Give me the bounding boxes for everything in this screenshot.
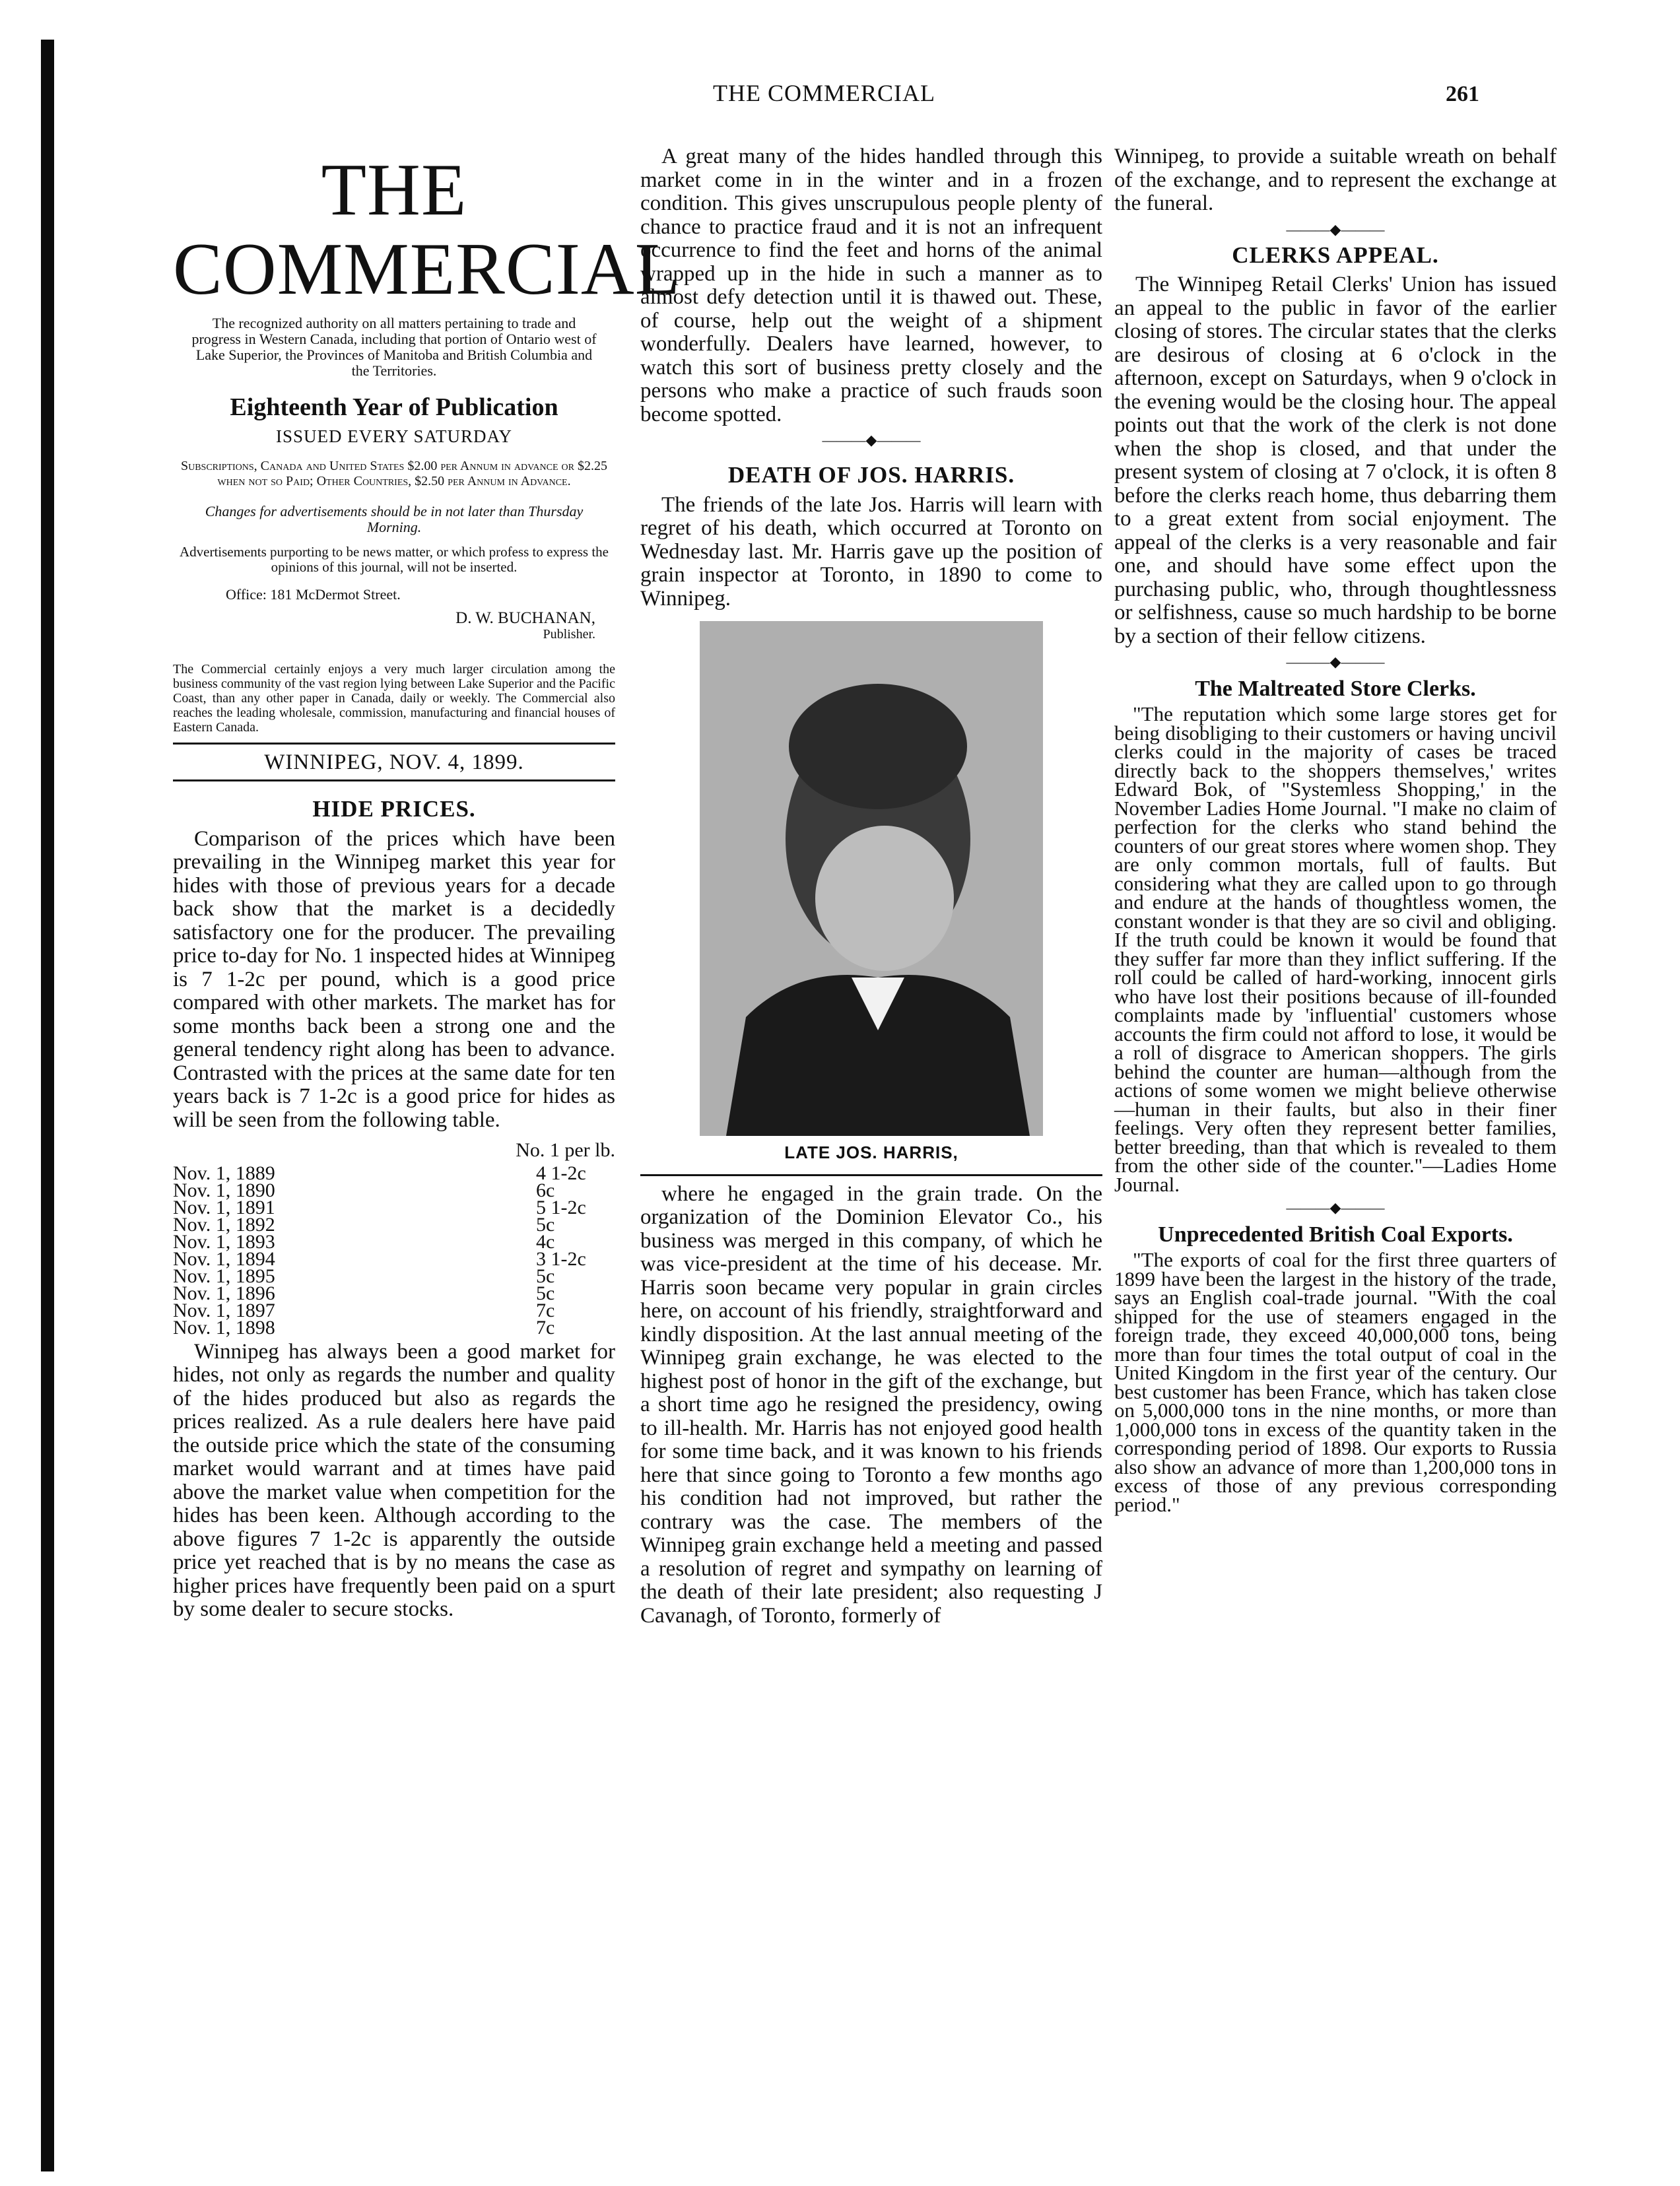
death-paragraph-2: where he engaged in the grain trade. On the organization of the Dominion Elevator Co., his business was merged in this company, of which he was vice-president at the time of his decease. Mr. Harris soon became very popular in grain circles here, on account of his friendly, straightforward and kindly disposition. At the last annual meeting of the Winnipeg grain exchange, he was elected to the highest post of honor in the gift of the exchange, but a short time ago he resigned the presidency, owing to ill-health. Mr. Harris has not enjoyed good health for some time back, and it was known to his friends here that since going to Toronto a few months ago his condition had not improved, but rather the contrary was the case. The members of the Winnipeg grain exchange held a meeting and passed a resolution of regret and sympathy on learning of the death of their late president; also requesting J Cavanagh, of Toronto, formerly of <box>640 1181 1102 1628</box>
price-date: Nov. 1, 1891 <box>173 1196 275 1218</box>
hide-prices-paragraph-3: A great many of the hides handled through this market come in in the winter and in a frozen condition. This gives unscrupulous people plenty of chance to practice fraud and it is not an infrequent occurrence to find the feet and horns of the animal wrapped up in the hide in such a manner as to almost defy detection until it is thawed out. These, of course, help out the weight of a shipment wonderfully. Dealers have learned, however, to watch this sort of business pretty closely and the persons who make a practice of such frauds soon become spotted. <box>640 145 1102 426</box>
section-ornament: ———◆——— <box>822 432 921 448</box>
price-table-row <box>173 1319 615 1337</box>
price-date: Nov. 1, 1894 <box>173 1247 275 1270</box>
running-head: THE COMMERCIAL <box>713 80 935 106</box>
death-heading: DEATH OF JOS. HARRIS. <box>727 462 1015 488</box>
publisher-title: Publisher. <box>543 626 595 642</box>
subscriptions-notice: Subscriptions, Canada and United States $2.00 per Annum in advance or $2.25 when not so Paid; Other Countries, $2.50 per Annum in Advance. <box>180 459 607 488</box>
masthead-description: The recognized authority on all matters pertaining to trade and progress in Western Canada, including that portion of Ontario west of Lake Superior, the Provinces of Manitoba and British Columbia and the Territories. <box>191 315 597 379</box>
advertisements-notice: Advertisements purporting to be news matter, or which profess to express the opinions of this journal, will not be inserted. <box>179 544 609 575</box>
price-date: Nov. 1, 1892 <box>173 1213 275 1236</box>
hide-prices-paragraph-1: Comparison of the prices which have been prevailing in the Winnipeg market this year for hides with those of previous years for a decade back show that the market is a decidedly satisfactory one for the producer. The prevailing price to-day for No. 1 inspected hides at Winnipeg is 7 1-2c per pound, which is a good price compared with other markets. The market has for some months back been a strong one and the general tendency right along has been to advance. Contrasted with the prices at the same date for ten years back is 7 1-2c is a good price for hides as will be seen from the following table. <box>173 826 615 1132</box>
clerks-appeal-heading: CLERKS APPEAL. <box>1232 242 1439 268</box>
price-table <box>173 1162 615 1339</box>
portrait-figure <box>700 621 1043 1136</box>
price-date: Nov. 1, 1897 <box>173 1299 275 1321</box>
death-paragraph-3: Winnipeg, to provide a suitable wreath on behalf of the exchange, and to represent the exchange at the funeral. <box>1114 145 1557 215</box>
price-value: 4c <box>536 1230 555 1253</box>
section-ornament: ———◆——— <box>1286 220 1385 238</box>
price-value: 7c <box>536 1316 555 1339</box>
issued-line: ISSUED EVERY SATURDAY <box>275 426 513 446</box>
maltreated-paragraph: "The reputation which some large stores get for being disobliging to their customers or having uncivil clerks could in the majority of cases be traced directly back to the shoppers themselves,' writes Edward Bok, of "Systemless Shopping,' in the November Ladies Home Journal. "I make no claim of perfection for the clerks who stand behind the counters of our great stores where women shop. They are only common mortals, full of faults. But considering what they are called upon to go through and endure at the hands of thoughtless women, the constant wonder is that they are so civil and obliging. If the truth could be known it would be found that they suffer far more than they inflict suffering. If the roll could be called of hard-working, innocent girls who have lost their positions because of ill-founded complaints made by 'influential' customers whose accounts the firm could not afford to lose, it would be a roll of disgrace to American shoppers. The girls behind the counter are human—although from the actions of some women we might believe otherwise—human in their faults, but also in their finer feelings. Very often they represent better families, better breeding, than that which is revealed to them from the other side of the counter."—Ladies Home Journal. <box>1114 702 1557 1196</box>
circulation-notice: The Commercial certainly enjoys a very much larger circulation among the business community of the vast region lying between Lake Superior and the Pacific Coast, than any other paper in Canada, daily or weekly. The Commercial also reaches the leading wholesale, commission, manufacturing and financial houses of Eastern Canada. <box>173 661 615 735</box>
rule-bottom <box>173 779 615 781</box>
price-value: 5 1-2c <box>536 1196 586 1218</box>
price-value: 4 1-2c <box>536 1162 586 1184</box>
portrait-caption: LATE JOS. HARRIS, <box>784 1143 958 1162</box>
changes-notice: Changes for advertisements should be in not later than Thursday Morning. <box>205 503 584 535</box>
price-date: Nov. 1, 1895 <box>173 1265 275 1287</box>
price-date: Nov. 1, 1896 <box>173 1282 275 1304</box>
publisher-name: D. W. BUCHANAN, <box>455 609 595 627</box>
hide-prices-paragraph-2: Winnipeg has always been a good market for hides, not only as regards the number and quality of the hides produced but also as regards the prices realized. As a rule dealers here have paid the outside price which the state of the consuming market would warrant and at times have paid above the market value when competition for the hides has been keen. Although according to the above figures 7 1-2c is apparently the outside price yet reached that is by no means the case as higher prices have frequently been paid on a spurt by some dealer to secure stocks. <box>173 1339 615 1621</box>
coal-paragraph: "The exports of coal for the first three quarters of 1899 have been the largest in the history of the trade, says an English coal-trade journal. "With the coal shipped for the use of steamers engaged in the foreign trade, they exceed 40,000,000 tons, being more than four times the total output of coal in the United Kingdom in the first year of the century. Our best customer has been France, which has taken close on 5,000,000 tons in the nine months, or more than 1,000,000 tons in excess of the quantity taken in the corresponding period of 1898. Our exports to Russia also show an advance of more than 1,200,000 tons in excess of those of any previous corresponding period." <box>1114 1248 1557 1516</box>
price-value: 6c <box>536 1179 555 1201</box>
price-value: 5c <box>536 1265 555 1287</box>
price-value: 5c <box>536 1213 555 1236</box>
column-2 <box>640 145 1102 1628</box>
price-value: 3 1-2c <box>536 1247 586 1270</box>
price-date: Nov. 1, 1898 <box>173 1316 275 1339</box>
caption-rule <box>640 1174 1102 1176</box>
clerks-appeal-paragraph: The Winnipeg Retail Clerks' Union has issued an appeal to the public in favor of the earlier closing of stores. The circular states that the clerks are desirous of closing at 6 o'clock in the afternoon, except on Saturdays, when 9 o'clock in the evening would be the closing hour. The appeal points out that the work of the clerk is not done when the shop is closed, and that under the present system of closing at 7 o'clock, it is often 8 before the clerks reach home, thus debarring them to a great extent from social enjoyment. The appeal of the clerks is a very reasonable and fair one, and should have some effect upon the purchasing public, who, through thoughtlessness or selfishness, cause so much hardship to be borne by a section of their fellow citizens. <box>1114 273 1557 648</box>
coal-heading: Unprecedented British Coal Exports. <box>1158 1222 1513 1247</box>
price-date: Nov. 1, 1889 <box>173 1162 275 1184</box>
page-edge-shadow <box>41 40 54 2171</box>
column-3 <box>1114 145 1557 1514</box>
section-ornament: ———◆——— <box>1286 653 1385 670</box>
masthead-title: THE COMMERCIAL <box>173 149 681 310</box>
price-table-header: No. 1 per lb. <box>516 1139 615 1161</box>
hide-prices-heading: HIDE PRICES. <box>312 796 476 822</box>
page-number: 261 <box>1446 82 1479 106</box>
rule-top <box>173 743 615 745</box>
office-address: Office: 181 McDermot Street. <box>226 586 401 603</box>
portrait-photo <box>700 621 1043 1136</box>
dateline: WINNIPEG, NOV. 4, 1899. <box>264 750 524 774</box>
column-1 <box>173 145 681 1622</box>
price-value: 7c <box>536 1299 555 1321</box>
publication-year: Eighteenth Year of Publication <box>230 393 558 421</box>
price-value: 5c <box>536 1282 555 1304</box>
death-paragraph-1: The friends of the late Jos. Harris will learn with regret of his death, which occurred at Toronto on Wednesday last. Mr. Harris gave up the position of grain inspector at Toronto, in 1890 to come to Winnipeg. <box>640 492 1102 611</box>
maltreated-heading: The Maltreated Store Clerks. <box>1195 677 1476 701</box>
section-ornament: ———◆——— <box>1286 1199 1385 1216</box>
price-date: Nov. 1, 1893 <box>173 1230 275 1253</box>
price-date: Nov. 1, 1890 <box>173 1179 275 1201</box>
